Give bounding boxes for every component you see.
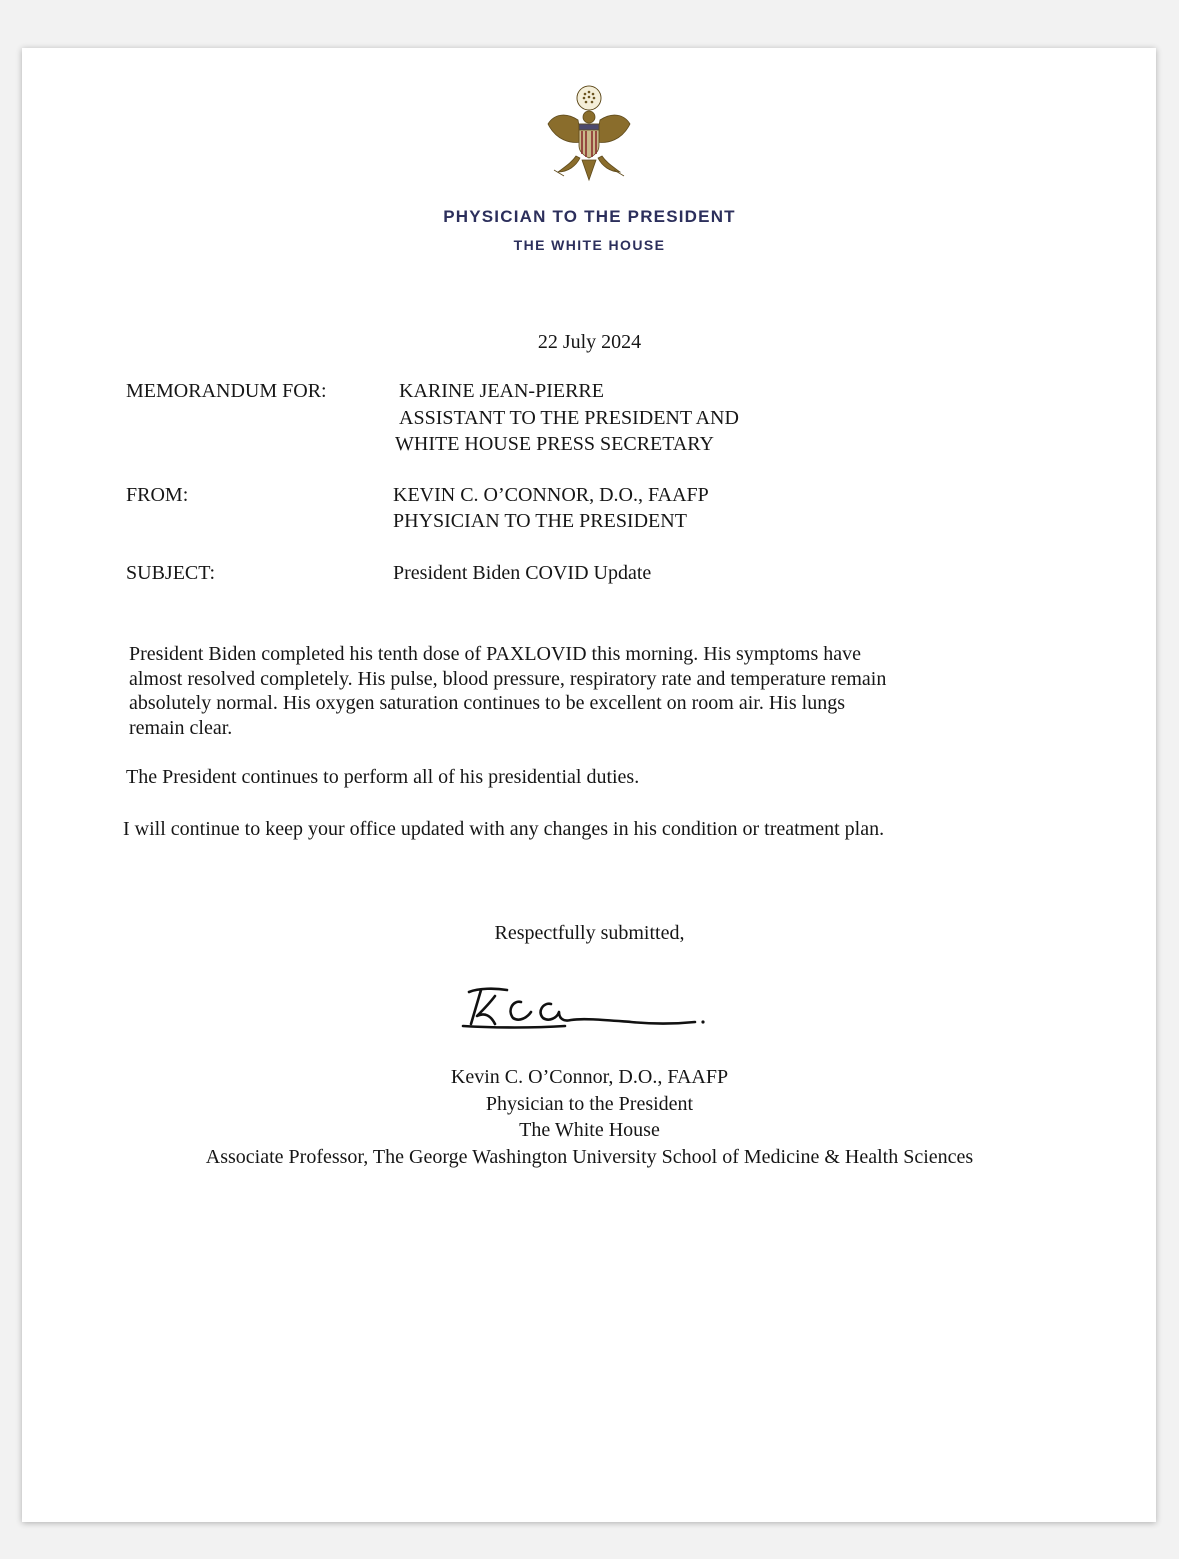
memorandum-for-label: MEMORANDUM FOR:: [126, 380, 327, 402]
body-line: absolutely normal. His oxygen saturation continues to be excellent on room air. His lungs: [129, 692, 845, 714]
signer-title: Physician to the President: [485, 1092, 694, 1115]
recipient-name: KARINE JEAN-PIERRE: [399, 380, 604, 402]
body-paragraph-1: [129, 642, 886, 740]
handwritten-signature-icon: [455, 982, 715, 1038]
body-line: remain clear.: [129, 716, 233, 739]
body-paragraph-2: The President continues to perform all of his presidential duties.: [126, 766, 640, 788]
letterhead-title: PHYSICIAN TO THE PRESIDENT: [443, 207, 736, 226]
sender-name: KEVIN C. O’CONNOR, D.O., FAAFP: [393, 484, 709, 506]
body-line: almost resolved completely. His pulse, blood pressure, respiratory rate and temperature remain: [129, 667, 887, 690]
signer-affiliation: Associate Professor, The George Washington University School of Medicine & Health Sciences: [205, 1145, 974, 1168]
subject-label: SUBJECT:: [126, 562, 216, 584]
recipient-title-line1: ASSISTANT TO THE PRESIDENT AND: [399, 407, 739, 429]
memo-date: 22 July 2024: [537, 331, 642, 353]
sender-title: PHYSICIAN TO THE PRESIDENT: [393, 510, 687, 532]
letterhead-subtitle: THE WHITE HOUSE: [513, 237, 666, 253]
body-line: President Biden completed his tenth dose of PAXLOVID this morning. His symptoms have: [129, 643, 861, 665]
signature-block: [0, 1064, 1179, 1170]
great-seal-eagle-icon: [544, 84, 634, 188]
subject-text: President Biden COVID Update: [393, 562, 652, 584]
signer-office: The White House: [519, 1119, 660, 1141]
recipient-title-line2: WHITE HOUSE PRESS SECRETARY: [395, 433, 714, 455]
signer-name: Kevin C. O’Connor, D.O., FAAFP: [450, 1066, 729, 1088]
body-paragraph-3: I will continue to keep your office updated with any changes in his condition or treatment plan.: [123, 818, 885, 840]
from-label: FROM:: [126, 484, 189, 506]
closing: Respectfully submitted,: [494, 922, 685, 944]
